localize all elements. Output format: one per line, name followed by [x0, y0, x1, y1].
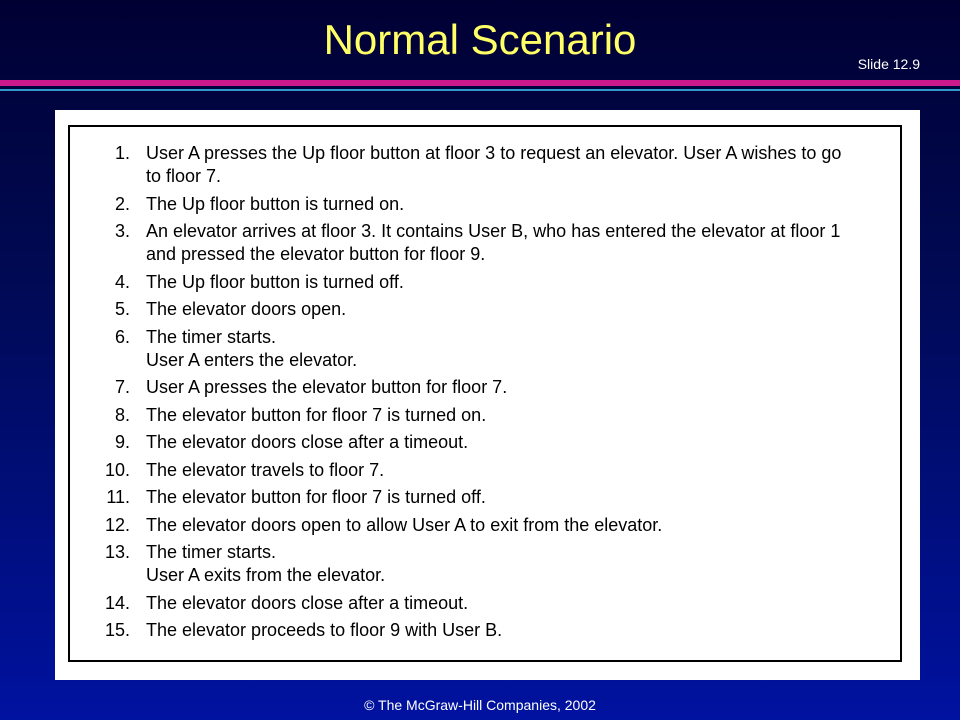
step-text-line: to floor 7. — [146, 166, 222, 186]
scenario-step — [90, 220, 890, 266]
step-text-line: The Up floor button is turned off. — [146, 271, 404, 292]
step-number: 9. — [114, 432, 130, 452]
step-text — [146, 459, 890, 482]
scenario-step — [90, 193, 890, 216]
step-text — [146, 298, 890, 321]
step-text-line: The elevator travels to floor 7. — [146, 459, 385, 480]
step-text — [146, 514, 890, 537]
scenario-step — [90, 541, 890, 587]
step-text-line: The elevator button for floor 7 is turned off. — [146, 487, 486, 507]
title-divider-blue — [0, 89, 960, 91]
step-text-line: The elevator doors close after a timeout. — [146, 592, 469, 613]
scenario-panel — [55, 110, 920, 680]
scenario-step — [90, 326, 890, 372]
step-text-line: The elevator button for floor 7 is turned on. — [146, 404, 487, 425]
step-number: 4. — [114, 271, 130, 292]
step-text-line: User A exits from the elevator. — [146, 565, 386, 585]
step-text — [146, 193, 890, 216]
step-text-line: and pressed the elevator button for floor 9. — [146, 244, 486, 264]
step-number: 11. — [106, 487, 130, 507]
scenario-step — [90, 619, 890, 642]
step-text — [146, 376, 890, 399]
scenario-step — [90, 298, 890, 321]
step-text-line: The elevator proceeds to floor 9 with User B. — [146, 620, 503, 640]
step-text — [146, 404, 890, 427]
scenario-step — [90, 142, 890, 188]
step-number: 5. — [114, 299, 130, 319]
copyright-footer: © The McGraw-Hill Companies, 2002 — [364, 697, 596, 713]
step-text-line: The Up floor button is turned on. — [146, 193, 405, 214]
step-text-line: The elevator doors open to allow User A to exit from the elevator. — [146, 514, 663, 535]
step-number: 10. — [104, 459, 130, 480]
scenario-step — [90, 486, 890, 509]
step-number: 6. — [114, 326, 130, 347]
step-text — [146, 592, 890, 615]
step-number: 12. — [104, 514, 130, 535]
step-text-line: User A presses the elevator button for floor 7. — [146, 377, 508, 397]
scenario-step — [90, 459, 890, 482]
step-number: 7. — [114, 377, 130, 397]
step-number: 2. — [114, 193, 130, 214]
scenario-step — [90, 376, 890, 399]
step-text — [146, 619, 890, 642]
scenario-step — [90, 514, 890, 537]
step-text — [146, 142, 890, 188]
step-text-line: The elevator doors close after a timeout. — [146, 432, 469, 452]
step-text — [146, 486, 890, 509]
scenario-frame — [68, 125, 902, 662]
step-text — [146, 431, 890, 454]
step-text-line: User A enters the elevator. — [146, 349, 358, 370]
scenario-step — [90, 592, 890, 615]
step-number: 3. — [114, 221, 130, 241]
step-text — [146, 541, 890, 587]
step-number: 1. — [114, 143, 130, 163]
scenario-step — [90, 431, 890, 454]
step-text-line: An elevator arrives at floor 3. It contains User B, who has entered the elevator at floor 1 — [146, 221, 841, 241]
title-divider-magenta — [0, 80, 960, 86]
step-number: 13. — [104, 542, 130, 562]
step-number: 15. — [104, 620, 130, 640]
step-text-line: The timer starts. — [146, 326, 277, 347]
scenario-step — [90, 271, 890, 294]
step-text-line: The timer starts. — [146, 542, 277, 562]
slide-title: Normal Scenario — [323, 16, 637, 63]
step-text — [146, 220, 890, 266]
step-text — [146, 326, 890, 372]
step-text-line: The elevator doors open. — [146, 299, 347, 319]
step-text-line: User A presses the Up floor button at floor 3 to request an elevator. User A wishes to go — [146, 143, 842, 163]
scenario-steps-list — [90, 142, 890, 647]
slide-number: Slide 12.9 — [857, 56, 920, 72]
step-number: 14. — [104, 592, 130, 613]
step-text — [146, 271, 890, 294]
scenario-step — [90, 404, 890, 427]
step-number: 8. — [114, 404, 130, 425]
